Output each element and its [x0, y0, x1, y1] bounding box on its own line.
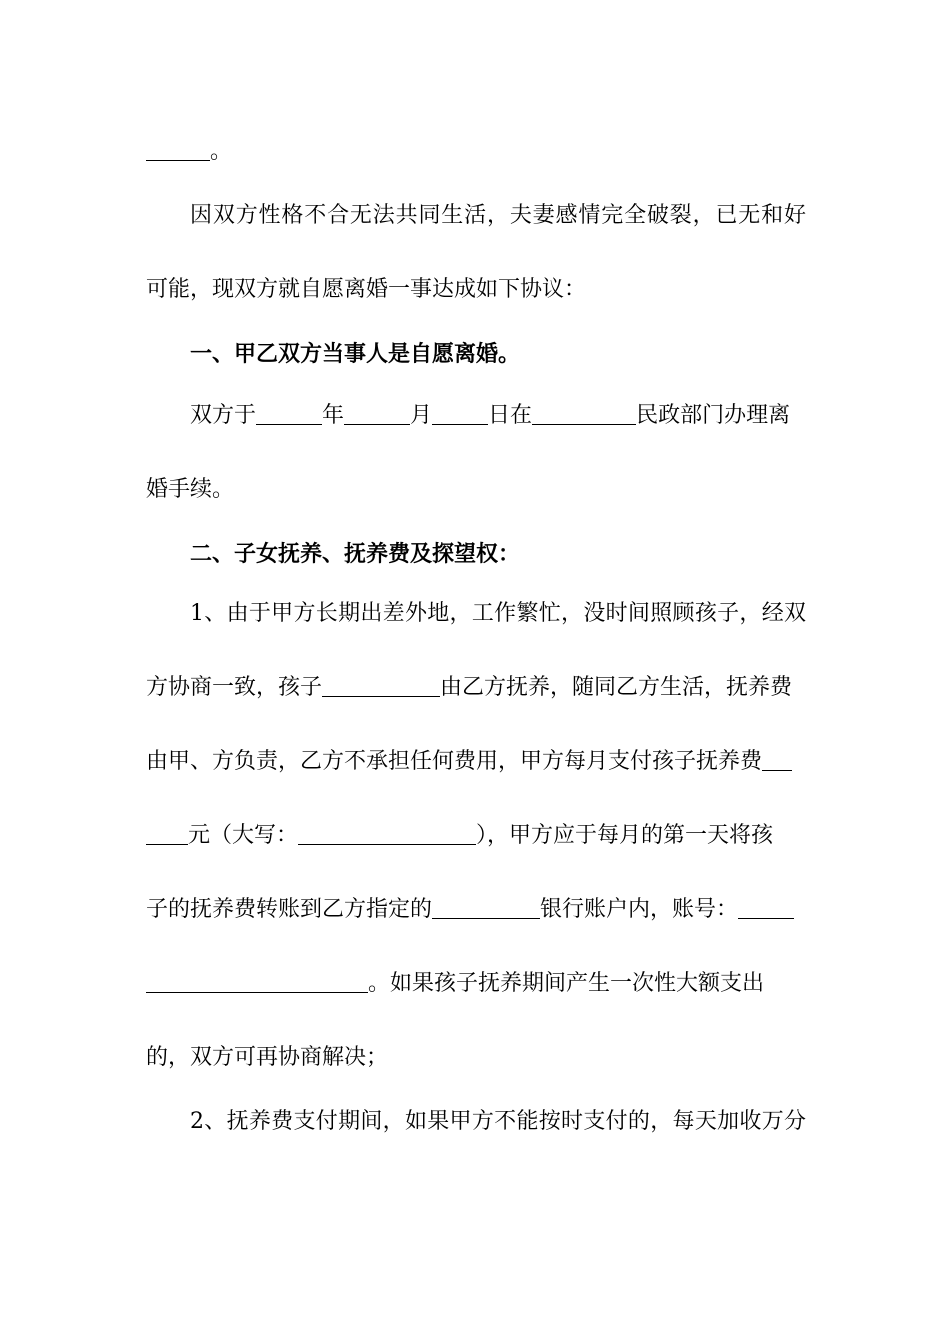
text-line-11: 元（大写： ），甲方应于每月的第一天将孩	[146, 818, 806, 854]
section-heading-2: 二、子女抚养、抚养费及探望权：	[190, 541, 521, 567]
text-line-15: 2、抚养费支付期间，如果甲方不能按时支付的，每天加收万分	[190, 1109, 806, 1134]
fill-blank-year	[256, 402, 322, 425]
section-heading-1: 一、甲乙双方当事人是自愿离婚。	[190, 341, 521, 367]
fill-blank-office	[532, 402, 636, 425]
fill-blank-day	[432, 402, 488, 425]
fill-blank-account	[738, 896, 794, 919]
fill-blank	[146, 138, 210, 161]
text-line-1: 。	[146, 134, 806, 170]
text-line-8: 1、由于甲方长期出差外地，工作繁忙，没时间照顾孩子，经双	[190, 601, 806, 626]
fill-blank-amount	[762, 748, 792, 771]
fill-blank-amount-cont	[146, 822, 188, 845]
fill-blank-amount-words	[298, 822, 476, 845]
text-line-3: 可能，现双方就自愿离婚一事达成如下协议：	[146, 277, 587, 302]
fill-blank-child	[322, 674, 440, 697]
text-line-12: 子的抚养费转账到乙方指定的 银行账户内，账号：	[146, 892, 806, 928]
fill-blank-account-cont	[146, 970, 368, 993]
text-line-5: 双方于 年 月 日在 民政部门办理离	[190, 403, 791, 428]
fill-blank-bank	[432, 896, 540, 919]
text-line-13: 。如果孩子抚养期间产生一次性大额支出	[146, 966, 806, 1002]
text-line-10: 由甲、方负责，乙方不承担任何费用，甲方每月支付孩子抚养费	[146, 744, 806, 780]
text-line-2: 因双方性格不合无法共同生活，夫妻感情完全破裂，已无和好	[190, 203, 806, 228]
text-line-14: 的，双方可再协商解决；	[146, 1045, 389, 1070]
text-line-9: 方协商一致，孩子 由乙方抚养，随同乙方生活，抚养费	[146, 675, 793, 700]
text-line-6: 婚手续。	[146, 477, 235, 502]
fill-blank-month	[344, 402, 410, 425]
